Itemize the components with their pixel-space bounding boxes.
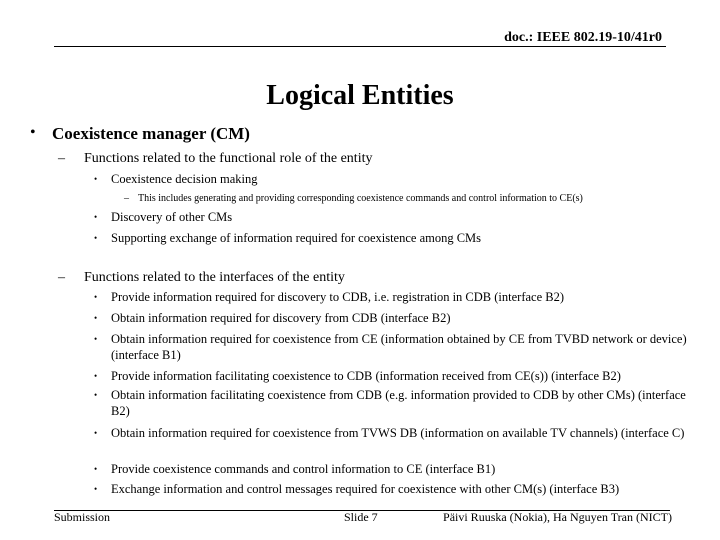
dash-marker: – bbox=[124, 193, 129, 204]
bullet-marker: • bbox=[94, 371, 98, 381]
section-interfaces: Functions related to the interfaces of the entity bbox=[84, 270, 345, 285]
list-item: Discovery of other CMs bbox=[111, 210, 233, 224]
bullet-coexistence-manager: Coexistence manager (CM) bbox=[52, 124, 250, 143]
bullet-marker: • bbox=[30, 124, 36, 141]
list-subitem: This includes generating and providing corresponding coexistence commands and control information to CE(s) bbox=[138, 193, 583, 204]
header-rule bbox=[54, 46, 666, 47]
footer-slide-number: Slide 7 bbox=[344, 510, 378, 524]
bullet-marker: • bbox=[94, 174, 98, 184]
bullet-marker: • bbox=[94, 233, 98, 243]
list-item: Obtain information facilitating coexistence from CDB (e.g. information provided to CDB by other CMs) (interface B2) bbox=[111, 388, 686, 418]
list-item: Obtain information required for coexistence from TVWS DB (information on available TV channels) (interface C) bbox=[111, 426, 685, 440]
list-item: Provide information required for discovery to CDB, i.e. registration in CDB (interface B2) bbox=[111, 290, 565, 304]
document-id: doc.: IEEE 802.19-10/41r0 bbox=[504, 30, 662, 45]
bullet-marker: • bbox=[94, 212, 98, 222]
list-item: Exchange information and control messages required for coexistence with other CM(s) (interface B3) bbox=[111, 482, 620, 496]
dash-marker: – bbox=[58, 270, 65, 285]
dash-marker: – bbox=[58, 151, 65, 166]
bullet-marker: • bbox=[94, 334, 98, 344]
footer-authors: Päivi Ruuska (Nokia), Ha Nguyen Tran (NICT) bbox=[443, 510, 672, 524]
footer-submission: Submission bbox=[54, 510, 111, 524]
bullet-marker: • bbox=[94, 428, 98, 438]
list-item: Provide coexistence commands and control information to CE (interface B1) bbox=[111, 462, 496, 476]
bullet-marker: • bbox=[94, 313, 98, 323]
slide-title: Logical Entities bbox=[266, 80, 454, 111]
list-item: Obtain information required for coexistence from CE (information obtained by CE from TVBD network or device) (interface B1) bbox=[111, 332, 687, 362]
bullet-marker: • bbox=[94, 292, 98, 302]
list-item: Supporting exchange of information required for coexistence among CMs bbox=[111, 231, 482, 245]
section-functional-role: Functions related to the functional role of the entity bbox=[84, 151, 373, 166]
bullet-marker: • bbox=[94, 464, 98, 474]
list-item: Coexistence decision making bbox=[111, 172, 258, 186]
list-item: Provide information facilitating coexistence to CDB (information received from CE(s)) (interface B2) bbox=[111, 369, 621, 383]
bullet-marker: • bbox=[94, 390, 98, 400]
list-item: Obtain information required for discovery from CDB (interface B2) bbox=[111, 311, 451, 325]
bullet-marker: • bbox=[94, 484, 98, 494]
